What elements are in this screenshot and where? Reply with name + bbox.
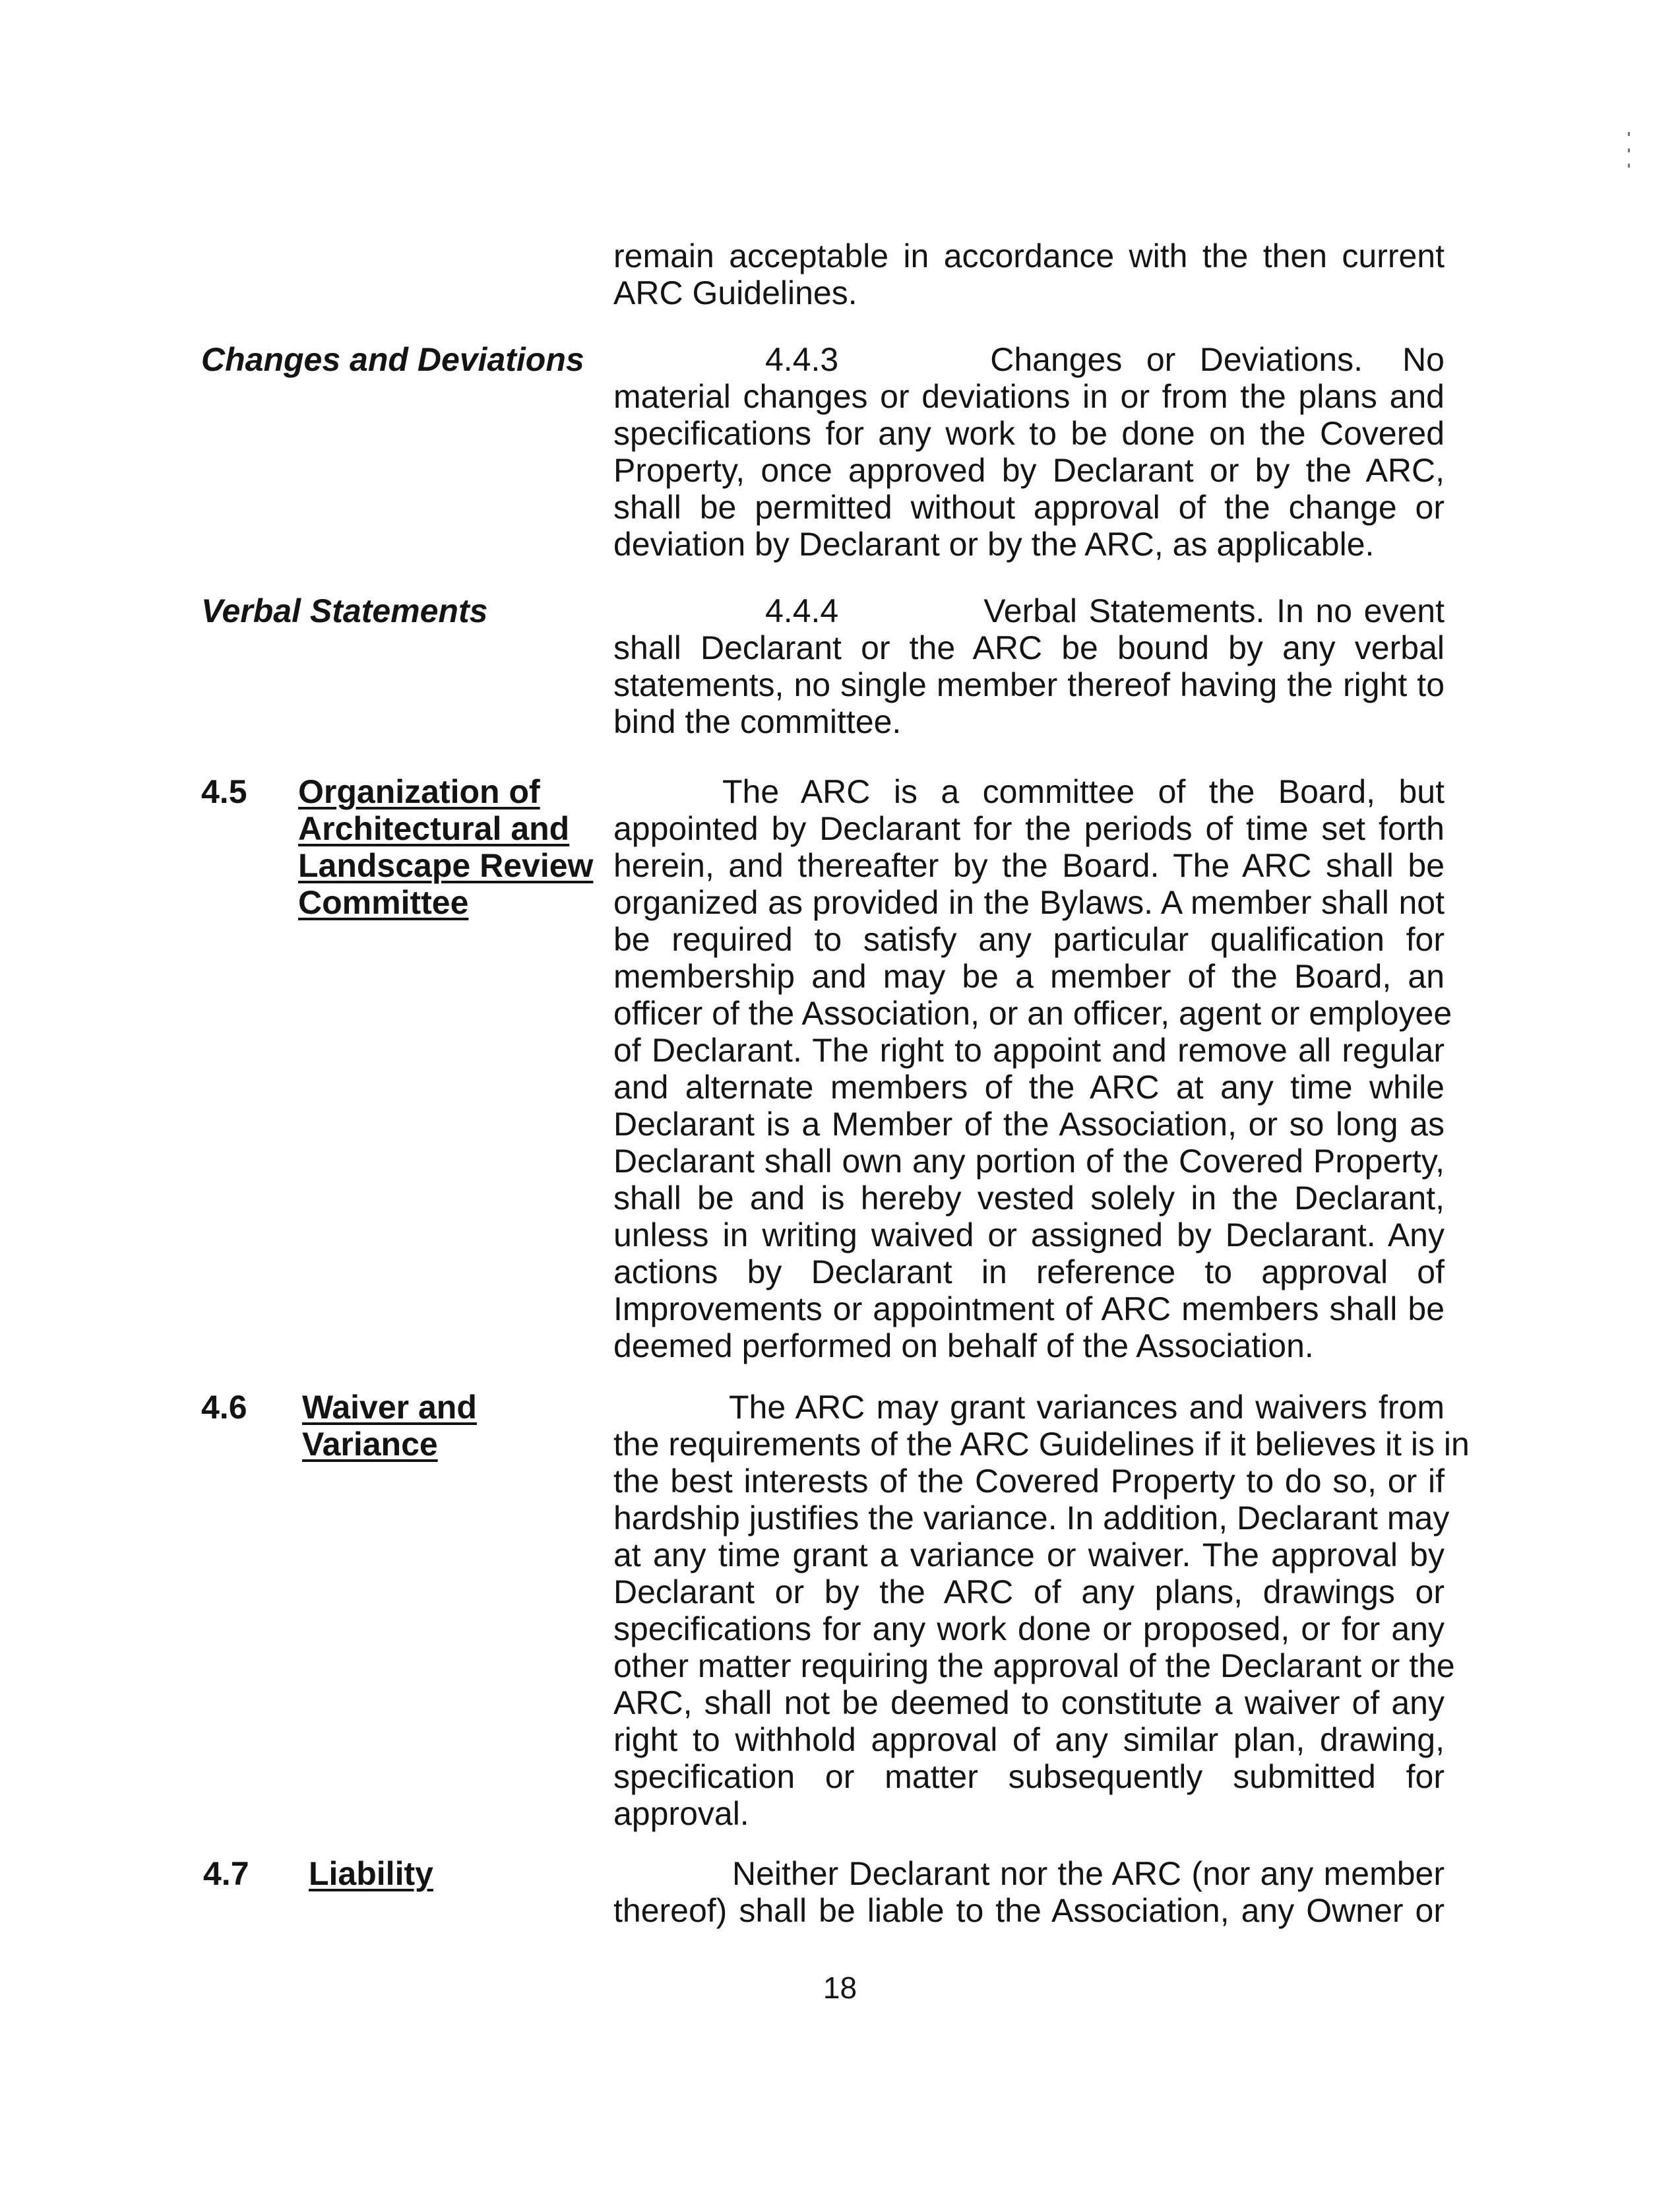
paragraph-line: right to withhold approval of any similar plan, drawing, <box>613 1721 1445 1758</box>
side-label-verbal: Verbal Statements <box>201 592 488 629</box>
section-number-4-7: 4.7 <box>203 1855 249 1892</box>
paragraph-line: shall be permitted without approval of the change or <box>613 489 1445 526</box>
section-4-6-paragraph <box>613 1389 1470 1832</box>
subsection-number: 4.4.3 <box>765 341 839 378</box>
subsection-title: Changes or Deviations. <box>990 341 1363 378</box>
paragraph-line: Declarant shall own any portion of the Covered Property, <box>613 1143 1445 1180</box>
scan-speck <box>1628 132 1630 136</box>
paragraph-line: officer of the Association, or an officer, agent or employee <box>613 995 1452 1032</box>
paragraph-line: membership and may be a member of the Board, an <box>613 958 1445 995</box>
paragraph-line: appointed by Declarant for the periods of time set forth <box>613 810 1445 847</box>
paragraph-line: statements, no single member thereof having the right to <box>613 666 1445 703</box>
paragraph-line: Property, once approved by Declarant or by the ARC, <box>613 452 1445 489</box>
paragraph-line: specifications for any work done or proposed, or for any <box>613 1610 1445 1647</box>
paragraph-line: thereof) shall be liable to the Association, any Owner or <box>613 1892 1445 1929</box>
section-heading-4-7: Liability <box>309 1855 433 1892</box>
paragraph-line: the requirements of the ARC Guidelines if it believes it is in <box>613 1426 1470 1463</box>
paragraph-line: be required to satisfy any particular qualification for <box>613 921 1445 958</box>
paragraph-first-line: 4.4.4 Verbal Statements. In no event <box>765 592 1445 629</box>
paragraph-line: specifications for any work to be done on the Covered <box>613 415 1445 452</box>
paragraph-line: The ARC is a committee of the Board, but <box>722 773 1445 810</box>
paragraph-line: hardship justifies the variance. In addition, Declarant may <box>613 1500 1450 1536</box>
paragraph-line: The ARC may grant variances and waivers from <box>729 1389 1445 1426</box>
section-number-4-6: 4.6 <box>201 1389 247 1426</box>
paragraph-line: other matter requiring the approval of the Declarant or the <box>613 1647 1455 1684</box>
side-label-changes: Changes and Deviations <box>201 341 584 378</box>
paragraph-line: ARC Guidelines. <box>613 274 857 311</box>
scan-speck <box>1628 148 1630 152</box>
subsection-number: 4.4.4 <box>765 592 839 629</box>
verbal-paragraph <box>613 592 1445 740</box>
paragraph-line: deemed performed on behalf of the Association. <box>613 1327 1314 1364</box>
paragraph-line: bind the committee. <box>613 703 902 740</box>
paragraph-line: ARC, shall not be deemed to constitute a waiver of any <box>613 1684 1445 1721</box>
paragraph-line: of Declarant. The right to appoint and remove all regular <box>613 1032 1445 1069</box>
paragraph-line: at any time grant a variance or waiver. The approval by <box>613 1536 1445 1573</box>
paragraph-line: herein, and thereafter by the Board. The ARC shall be <box>613 847 1445 884</box>
paragraph-line: specification or matter subsequently submitted for <box>613 1758 1445 1795</box>
paragraph-line: Declarant or by the ARC of any plans, drawings or <box>613 1573 1445 1610</box>
section-number-4-5: 4.5 <box>201 773 247 810</box>
page-number: 18 <box>823 1971 857 2005</box>
paragraph-line: Declarant is a Member of the Association, or so long as <box>613 1106 1445 1143</box>
paragraph-line: material changes or deviations in or from the plans and <box>613 378 1445 415</box>
paragraph-line: and alternate members of the ARC at any time while <box>613 1069 1445 1106</box>
changes-paragraph <box>613 341 1445 563</box>
paragraph-first-line: 4.4.3 Changes or Deviations. No <box>765 341 1445 378</box>
section-4-7-paragraph <box>613 1855 1445 1929</box>
paragraph-line: approval. <box>613 1795 749 1832</box>
paragraph-line: organized as provided in the Bylaws. A member shall not <box>613 884 1445 921</box>
paragraph-line: remain acceptable in accordance with the then current <box>613 238 1445 274</box>
paragraph-line: actions by Declarant in reference to approval of <box>613 1253 1445 1290</box>
section-4-5-paragraph <box>613 773 1452 1364</box>
scan-speck <box>1628 164 1630 168</box>
paragraph-line: deviation by Declarant or by the ARC, as applicable. <box>613 526 1375 563</box>
paragraph-line: the best interests of the Covered Property to do so, or if <box>613 1463 1445 1500</box>
paragraph-line: Neither Declarant nor the ARC (nor any member <box>732 1855 1445 1892</box>
paragraph-line: unless in writing waived or assigned by Declarant. Any <box>613 1217 1445 1253</box>
paragraph-line: shall Declarant or the ARC be bound by any verbal <box>613 629 1445 666</box>
paragraph-line: Improvements or appointment of ARC members shall be <box>613 1290 1445 1327</box>
section-heading-4-5: Organization of Architectural and Landscape Review Committee <box>298 773 594 921</box>
paragraph-line: shall be and is hereby vested solely in the Declarant, <box>613 1180 1445 1217</box>
continuation-paragraph <box>613 238 1445 311</box>
section-heading-4-6: Waiver and Variance <box>302 1389 477 1463</box>
